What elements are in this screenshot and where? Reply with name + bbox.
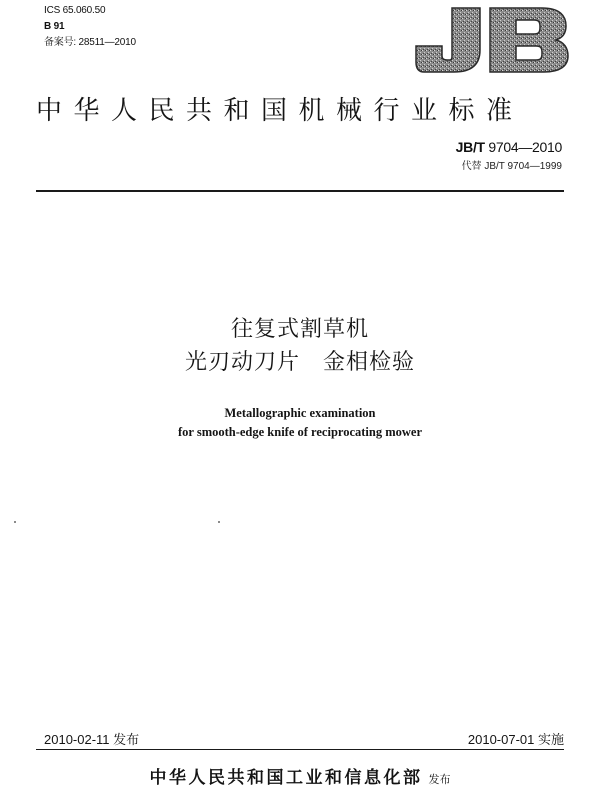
standard-category-title: 中华人民共和国机械行业标准 [36,96,524,126]
bottom-divider [36,749,564,750]
publisher-line [0,763,600,788]
top-divider [36,190,564,192]
issue-date: 2010-02-11 发布 [44,732,140,747]
scan-speck [218,521,220,523]
standard-number-prefix: JB/T [455,139,485,155]
publisher-org: 中华人民共和国工业和信息化部 [149,768,423,788]
scan-speck [14,521,16,523]
jb-logo [414,6,570,74]
publisher-action: 发布 [428,773,451,786]
cn-title-line1: 往复式割草机 [230,317,369,342]
implementation-date: 2010-07-01 实施 [467,732,564,747]
standard-number-value: 9704—2010 [488,139,562,155]
replaces-standard: 代替 JB/T 9704—1999 [461,161,562,172]
en-title-line2: for smooth-edge knife of reciprocating mower [177,425,423,439]
cn-title-line2: 光刃动刀片 金相检验 [184,350,415,375]
record-number: 备案号: 28511—2010 [44,37,136,48]
ics-code: ICS 65.060.50 [44,5,106,16]
classification-code: B 91 [44,21,65,32]
en-title-line1: Metallographic examination [224,406,376,420]
standard-number [456,139,562,155]
